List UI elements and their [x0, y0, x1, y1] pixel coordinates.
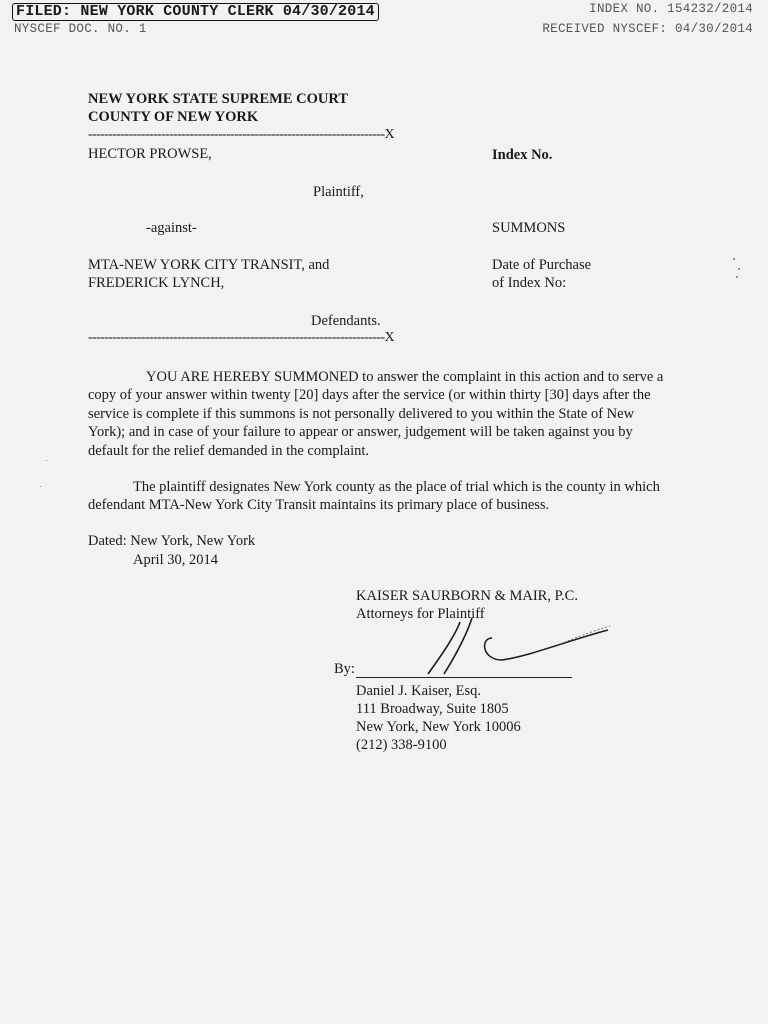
court-county: COUNTY OF NEW YORK	[88, 109, 259, 125]
law-firm-name: KAISER SAURBORN & MAIR, P.C.	[356, 588, 578, 604]
attorney-address-2: New York, New York 10006	[356, 719, 521, 735]
dated-place: Dated: New York, New York	[88, 533, 256, 549]
summons-paragraph: YOU ARE HEREBY SUMMONED to answer the complaint in this action and to serve a copy of your answer within twenty [20] days after the service (or within thirty [30] days after the service is complete if this summons is not personally delivered to you within the State of New York); and in case of your failure to appear or answer, judgement will be taken against you by default for the relief demanded in the complaint.	[88, 369, 664, 459]
scan-speck	[46, 460, 47, 461]
caption-divider-top: -------------------------------------------------------------------------X	[88, 127, 395, 142]
attorney-phone: (212) 338-9100	[356, 737, 447, 753]
scan-speck	[736, 276, 738, 278]
defendants-role: Defendants.	[311, 313, 381, 329]
attorney-address-1: 111 Broadway, Suite 1805	[356, 701, 509, 717]
nyscef-doc-number: NYSCEF DOC. NO. 1	[14, 22, 147, 36]
index-number: INDEX NO. 154232/2014	[589, 2, 753, 16]
caption-divider-bottom: -------------------------------------------------------------------------X	[88, 330, 395, 345]
by-label: By:	[334, 661, 355, 677]
defendant-name-2: FREDERICK LYNCH,	[88, 275, 225, 291]
place-of-trial-paragraph: The plaintiff designates New York county as the place of trial which is the county in which defendant MTA-New York City Transit maintains its primary place of business.	[88, 479, 660, 514]
received-date: RECEIVED NYSCEF: 04/30/2014	[542, 22, 753, 36]
attorney-name: Daniel J. Kaiser, Esq.	[356, 683, 482, 699]
document-type-summons: SUMMONS	[492, 220, 566, 236]
attorneys-role: Attorneys for Plaintiff	[356, 606, 485, 622]
plaintiff-role: Plaintiff,	[313, 184, 364, 200]
scan-speck	[738, 268, 740, 270]
filed-stamp: FILED: NEW YORK COUNTY CLERK 04/30/2014	[12, 3, 379, 21]
scan-speck	[40, 486, 41, 487]
court-name: NEW YORK STATE SUPREME COURT	[88, 91, 348, 107]
plaintiff-name: HECTOR PROWSE,	[88, 146, 212, 162]
handwritten-signature	[420, 608, 620, 680]
index-no-label: Index No.	[492, 147, 553, 163]
scan-speck	[733, 258, 735, 260]
index-no-purchase-label: of Index No:	[492, 275, 567, 291]
dated-date: April 30, 2014	[133, 552, 218, 568]
against-label: -against-	[146, 220, 197, 236]
defendant-name-1: MTA-NEW YORK CITY TRANSIT, and	[88, 257, 330, 273]
date-of-purchase-label: Date of Purchase	[492, 257, 592, 273]
